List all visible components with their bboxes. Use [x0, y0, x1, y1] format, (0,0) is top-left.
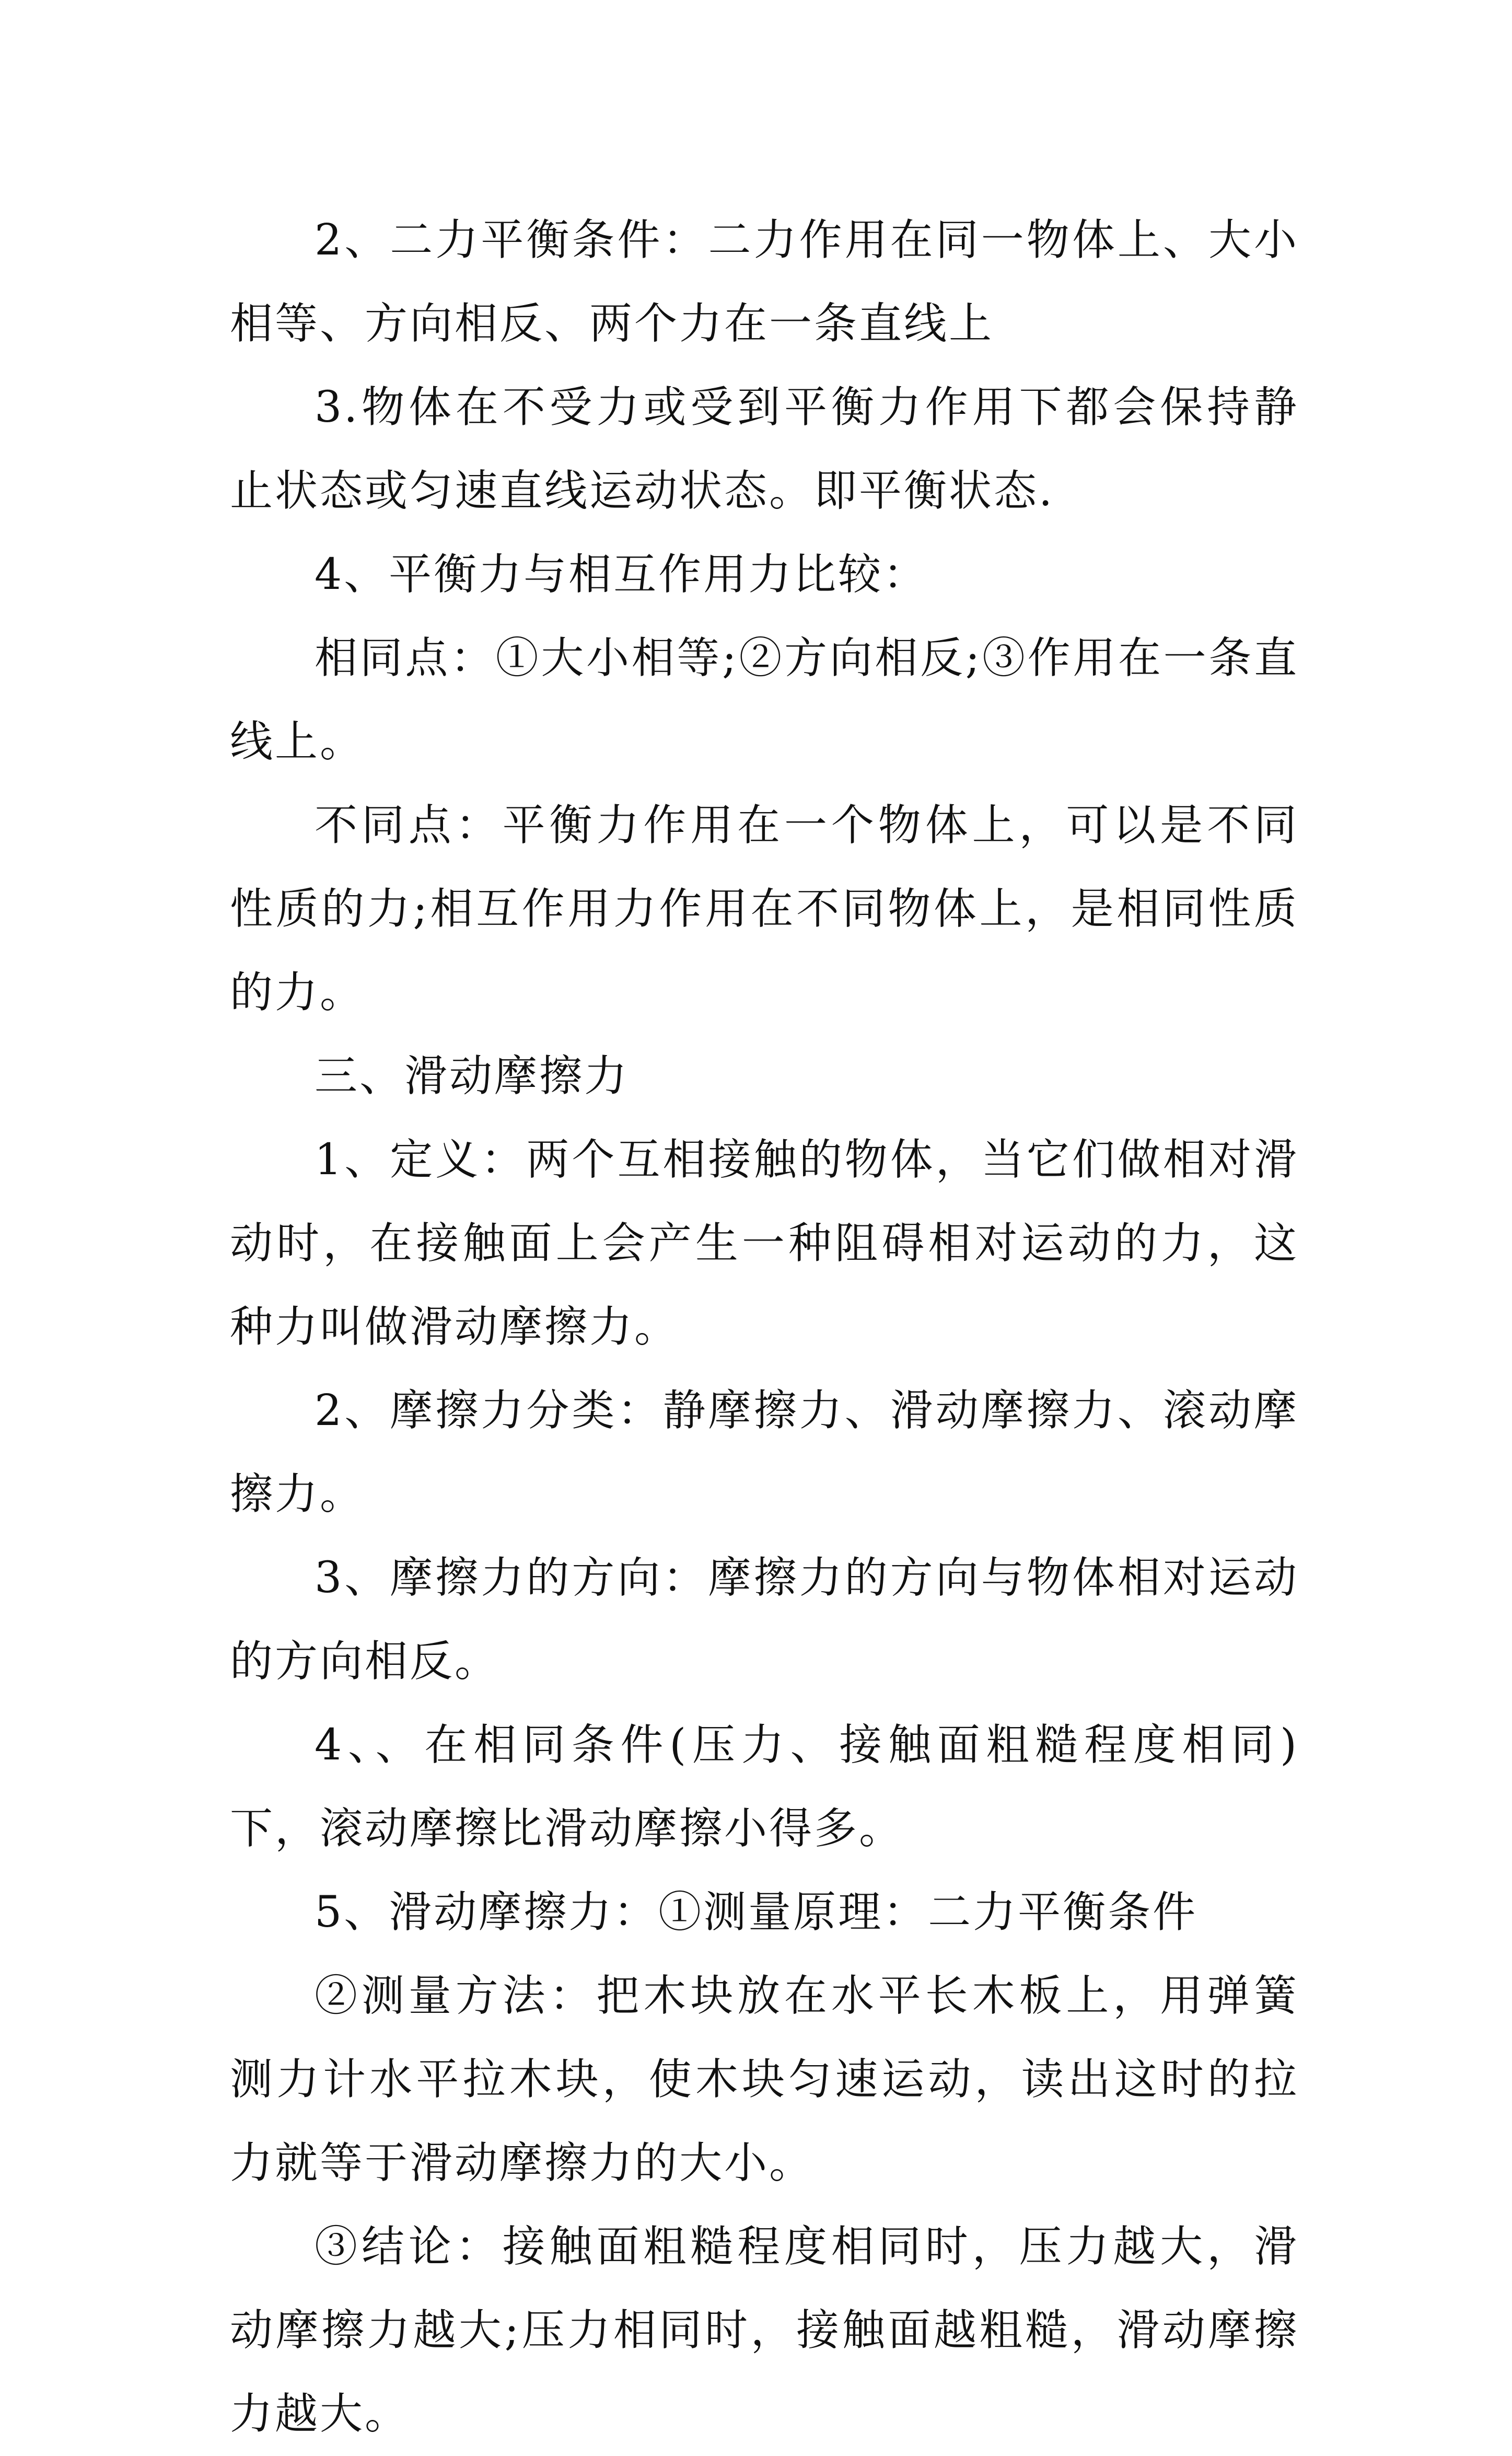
paragraph-classification: 2、摩擦力分类：静摩擦力、滑动摩擦力、滚动摩擦力。 — [230, 1386, 1299, 1519]
section-heading-sliding-friction: 三、滑动摩擦力 — [315, 1051, 630, 1101]
paragraph-comparison-heading: 4、平衡力与相互作用力比较： — [315, 550, 928, 599]
paragraph-conclusion: ③结论：接触面粗糙程度相同时，压力越大，滑动摩擦力越大;压力相同时，接触面越粗糙，滑动摩擦力越大。 — [230, 2222, 1299, 2439]
paragraph-differences: 不同点：平衡力作用在一个物体上，可以是不同性质的力;相互作用力作用在不同物体上，是相同性质的力。 — [230, 801, 1299, 1017]
paragraph-similarities: 相同点：①大小相等;②方向相反;③作用在一条直线上。 — [230, 633, 1299, 767]
paragraph-measurement-method: ②测量方法：把木块放在水平长木板上，用弹簧测力计水平拉木块，使木块匀速运动，读出这时的拉力就等于滑动摩擦力的大小。 — [230, 1971, 1299, 2188]
paragraph-balance-state: 3.物体在不受力或受到平衡力作用下都会保持静止状态或匀速直线运动状态。即平衡状态. — [230, 383, 1299, 516]
paragraph-definition: 1、定义：两个互相接触的物体，当它们做相对滑动时，在接触面上会产生一种阻碍相对运动的力，这种力叫做滑动摩擦力。 — [230, 1135, 1299, 1352]
paragraph-rolling-vs-sliding: 4、、在相同条件(压力、接触面粗糙程度相同)下，滚动摩擦比滑动摩擦小得多。 — [230, 1720, 1299, 1853]
paragraph-balance-condition: 2、二力平衡条件：二力作用在同一物体上、大小相等、方向相反、两个力在一条直线上 — [230, 215, 1299, 349]
document-body — [230, 199, 1299, 2456]
paragraph-direction: 3、摩擦力的方向：摩擦力的方向与物体相对运动的方向相反。 — [230, 1553, 1299, 1686]
paragraph-measurement-principle: 5、滑动摩擦力：①测量原理：二力平衡条件 — [315, 1887, 1198, 1937]
